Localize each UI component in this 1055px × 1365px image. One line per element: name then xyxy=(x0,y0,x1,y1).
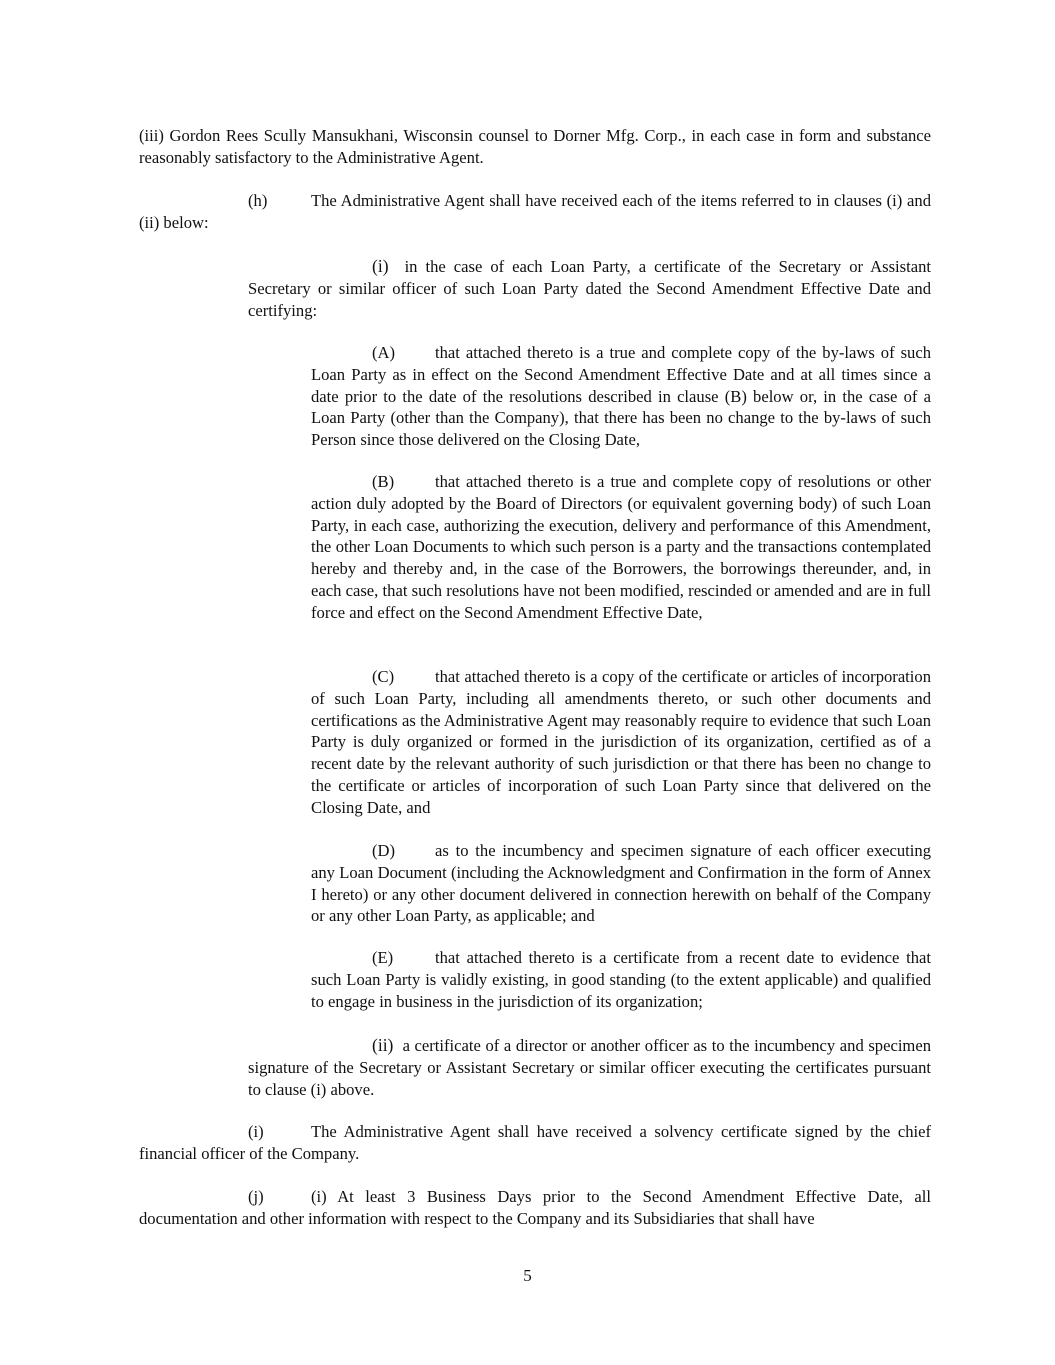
paragraph-C xyxy=(311,666,931,819)
paragraph-h-i-label: (i) xyxy=(372,256,389,276)
paragraph-h-label: (h) xyxy=(248,191,268,210)
paragraph-j-label: (j) xyxy=(248,1187,264,1206)
paragraph-E-label: (E) xyxy=(372,948,394,967)
paragraph-A-text: that attached thereto is a true and complete copy of the by-laws of such Loan Party as in effect on the Second Amendment Effective Date and at all times since a date prior to the date of the resolutions described in clause (B) below or, in the case of a Loan Party (other than the Company), that there has been no change to the by-laws of such Person since those delivered on the Closing Date, xyxy=(311,343,931,450)
paragraph-iii-continuation: (iii) Gordon Rees Scully Mansukhani, Wisconsin counsel to Dorner Mfg. Corp., in each case in form and substance reasonably satisfactory to the Administrative Agent. xyxy=(139,126,931,167)
paragraph-i-text: The Administrative Agent shall have received a solvency certificate signed by the chief financial officer of the Company. xyxy=(139,1122,931,1163)
paragraph-E-text: that attached thereto is a certificate from a recent date to evidence that such Loan Party is validly existing, in good standing (to the extent applicable) and qualified to engage in business in the jurisdiction of its organization; xyxy=(311,948,931,1011)
paragraph-i xyxy=(139,1121,931,1165)
paragraph-j-text: (i) At least 3 Business Days prior to the Second Amendment Effective Date, all documentation and other information with respect to the Company and its Subsidiaries that shall have xyxy=(139,1187,931,1228)
paragraph-h-ii xyxy=(248,1035,931,1100)
paragraph-C-text: that attached thereto is a copy of the certificate or articles of incorporation of such Loan Party, including all amendments thereto, or such other documents and certifications as the Administrative Agent may reasonably require to evidence that such Loan Party is duly organized or formed in the jurisdiction of its organization, certified as of a recent date by the relevant authority of such jurisdiction or that there has been no change to the certificate or articles of incorporation of such Loan Party since that delivered on the Closing Date, and xyxy=(311,667,931,817)
paragraph-i-label: (i) xyxy=(248,1122,264,1141)
paragraph-h-text: The Administrative Agent shall have received each of the items referred to in clauses (i) and (ii) below: xyxy=(139,191,931,232)
page-number: 5 xyxy=(523,1266,532,1285)
paragraph-j xyxy=(139,1186,931,1230)
paragraph-A-label: (A) xyxy=(372,343,396,362)
paragraph-B-label: (B) xyxy=(372,472,395,491)
paragraph-E xyxy=(311,947,931,1012)
paragraph-B xyxy=(311,471,931,624)
paragraph-B-text: that attached thereto is a true and complete copy of resolutions or other action duly adopted by the Board of Directors (or equivalent governing body) of such Loan Party, in each case, authorizing the execution, delivery and performance of this Amendment, the other Loan Documents to which such person is a party and the transactions contemplated hereby and thereby and, in the case of the Borrowers, the borrowings thereunder, and, in each case, that such resolutions have not been modified, rescinded or amended and are in full force and effect on the Second Amendment Effective Date, xyxy=(311,472,931,622)
paragraph-h-i xyxy=(248,256,931,321)
paragraph-D xyxy=(311,840,931,927)
paragraph-h-i-text: in the case of each Loan Party, a certificate of the Secretary or Assistant Secretary or similar officer of such Loan Party dated the Second Amendment Effective Date and certifying: xyxy=(248,257,931,320)
paragraph-A xyxy=(311,342,931,451)
paragraph-h-ii-label: (ii) xyxy=(372,1035,394,1055)
paragraph-D-text: as to the incumbency and specimen signature of each officer executing any Loan Document (including the Acknowledgment and Confirmation in the form of Annex I hereto) or any other document delivered in connection herewith on behalf of the Company or any other Loan Party, as applicable; and xyxy=(311,841,931,926)
paragraph-h xyxy=(139,190,931,234)
paragraph-D-label: (D) xyxy=(372,841,396,860)
paragraph-h-ii-text: a certificate of a director or another officer as to the incumbency and specimen signature of the Secretary or Assistant Secretary or similar officer executing the certificates pursuant to clause (i) above. xyxy=(248,1036,932,1099)
paragraph-C-label: (C) xyxy=(372,667,395,686)
